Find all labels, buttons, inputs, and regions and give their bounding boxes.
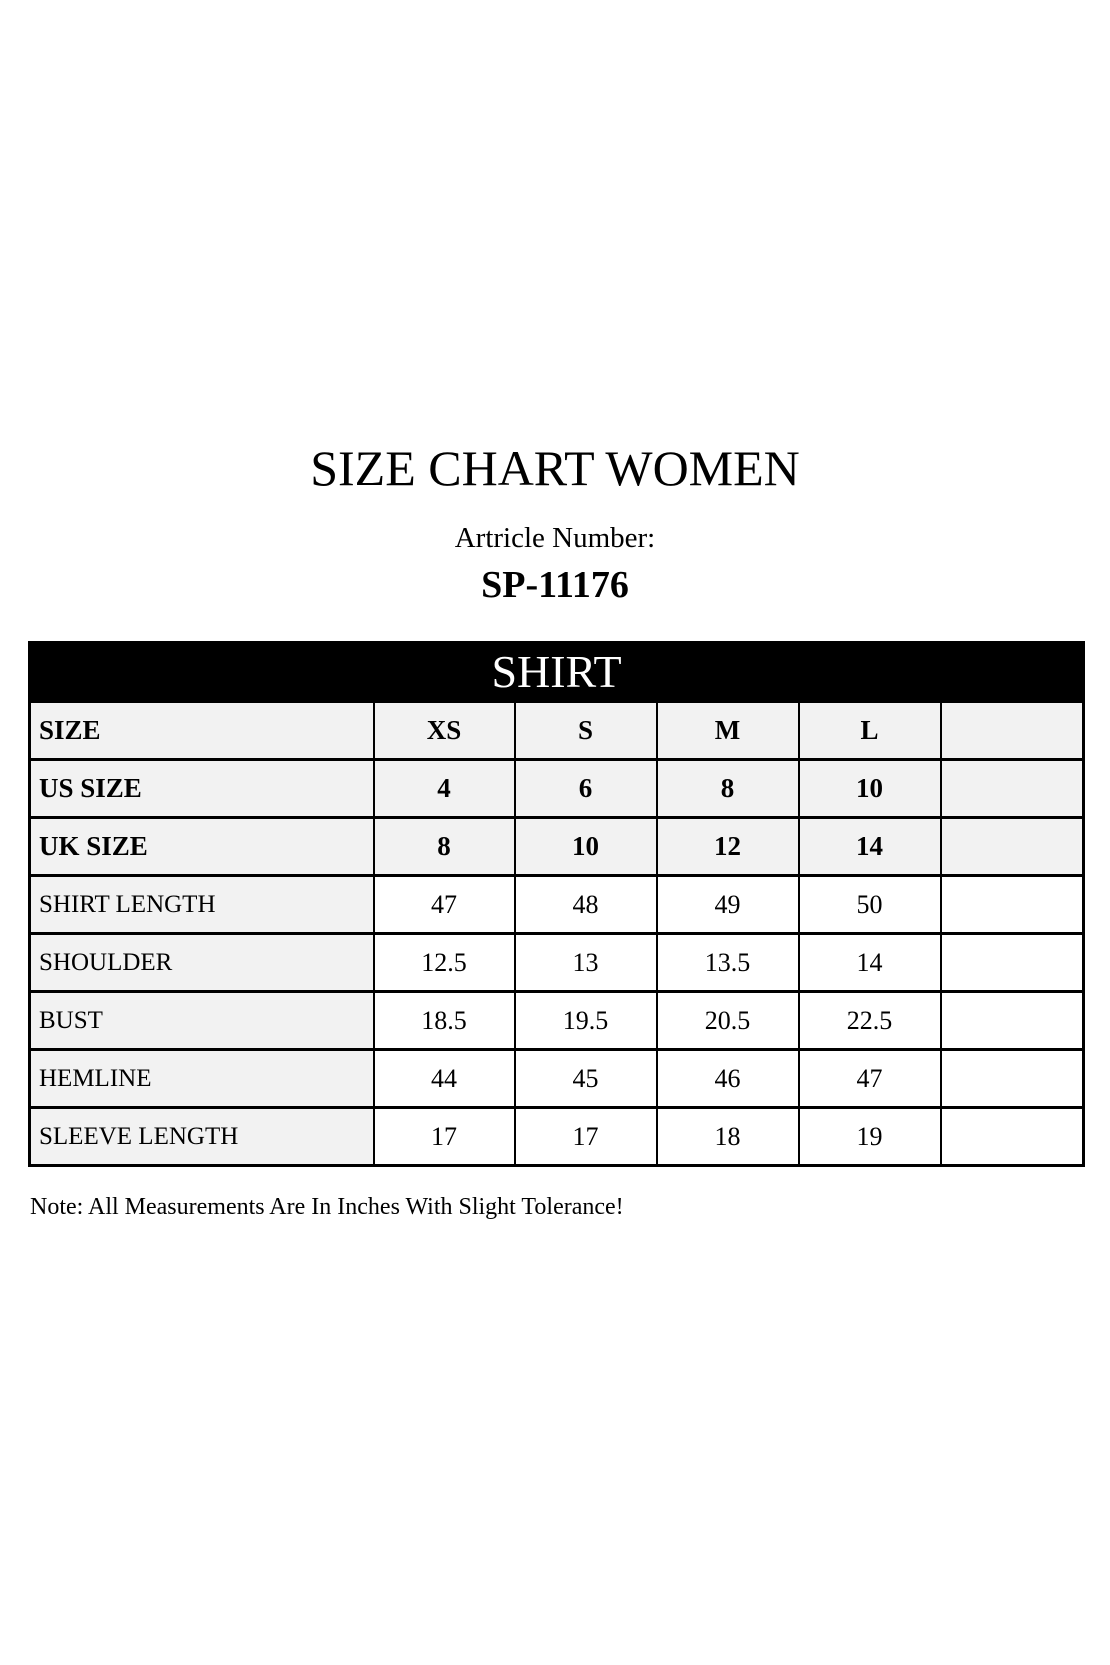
row-label-cell: SHIRT LENGTH <box>30 876 374 934</box>
row-label-cell: SIZE <box>30 702 374 760</box>
table-title-cell: SHIRT <box>30 643 1084 702</box>
value-cell: XS <box>374 702 515 760</box>
value-cell: 47 <box>374 876 515 934</box>
value-cell: 14 <box>799 934 941 992</box>
value-cell: M <box>657 702 799 760</box>
table-row <box>30 818 1084 876</box>
value-cell: 22.5 <box>799 992 941 1050</box>
value-cell: 44 <box>374 1050 515 1108</box>
value-cell: 8 <box>657 760 799 818</box>
value-cell: 48 <box>515 876 657 934</box>
table-row <box>30 992 1084 1050</box>
table-row <box>30 760 1084 818</box>
value-cell: 17 <box>515 1108 657 1166</box>
value-cell: 45 <box>515 1050 657 1108</box>
value-cell: 4 <box>374 760 515 818</box>
value-cell <box>941 818 1084 876</box>
row-label-cell: US SIZE <box>30 760 374 818</box>
value-cell: 17 <box>374 1108 515 1166</box>
value-cell: 10 <box>515 818 657 876</box>
value-cell <box>941 1108 1084 1166</box>
value-cell: 18.5 <box>374 992 515 1050</box>
table-title-row <box>30 643 1084 702</box>
row-label-cell: BUST <box>30 992 374 1050</box>
value-cell: 13.5 <box>657 934 799 992</box>
row-label-cell: SHOULDER <box>30 934 374 992</box>
article-number-label: Artricle Number: <box>454 522 656 554</box>
size-table-body <box>30 702 1084 1166</box>
value-cell: 47 <box>799 1050 941 1108</box>
value-cell <box>941 760 1084 818</box>
value-cell <box>941 934 1084 992</box>
value-cell: 12.5 <box>374 934 515 992</box>
value-cell: 8 <box>374 818 515 876</box>
value-cell: 10 <box>799 760 941 818</box>
measurement-note: Note: All Measurements Are In Inches With Slight Tolerance! <box>30 1194 624 1220</box>
row-label-cell: UK SIZE <box>30 818 374 876</box>
table-row <box>30 1050 1084 1108</box>
value-cell: L <box>799 702 941 760</box>
value-cell: 14 <box>799 818 941 876</box>
value-cell: 19 <box>799 1108 941 1166</box>
row-label-cell: HEMLINE <box>30 1050 374 1108</box>
value-cell <box>941 992 1084 1050</box>
value-cell: S <box>515 702 657 760</box>
size-chart-table <box>28 641 1085 1167</box>
value-cell: 50 <box>799 876 941 934</box>
value-cell: 13 <box>515 934 657 992</box>
value-cell: 19.5 <box>515 992 657 1050</box>
value-cell: 12 <box>657 818 799 876</box>
value-cell <box>941 1050 1084 1108</box>
table-row <box>30 1108 1084 1166</box>
value-cell: 49 <box>657 876 799 934</box>
row-label-cell: SLEEVE LENGTH <box>30 1108 374 1166</box>
table-row <box>30 876 1084 934</box>
value-cell: 6 <box>515 760 657 818</box>
page-title: SIZE CHART WOMEN <box>310 440 800 496</box>
value-cell <box>941 876 1084 934</box>
table-row <box>30 702 1084 760</box>
article-number-value: SP-11176 <box>481 564 629 606</box>
value-cell <box>941 702 1084 760</box>
table-row <box>30 934 1084 992</box>
value-cell: 18 <box>657 1108 799 1166</box>
value-cell: 20.5 <box>657 992 799 1050</box>
value-cell: 46 <box>657 1050 799 1108</box>
